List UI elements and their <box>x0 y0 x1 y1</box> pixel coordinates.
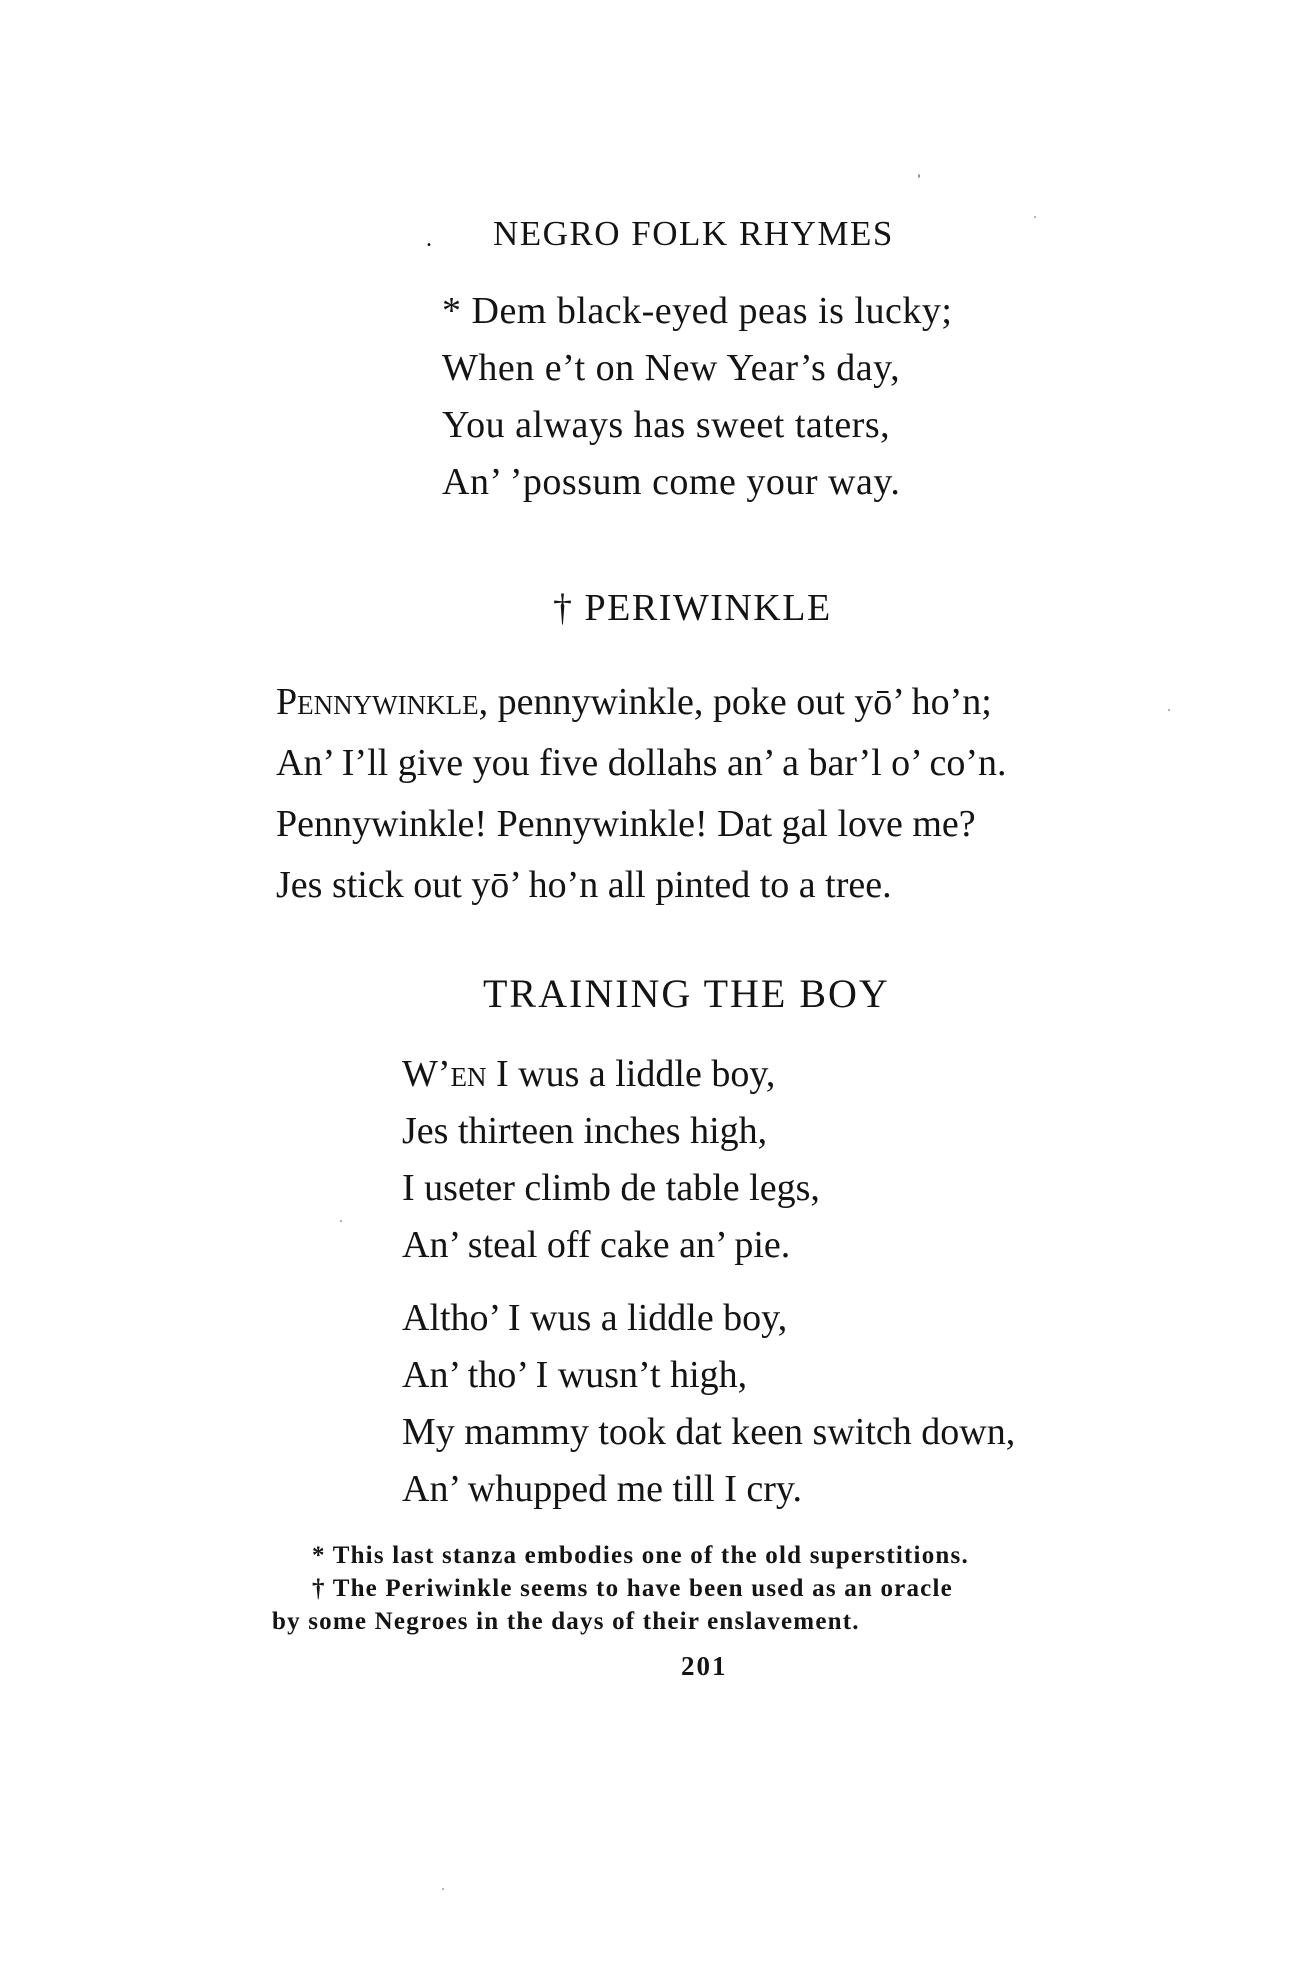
scan-speck <box>1168 709 1170 711</box>
poem-line: An’ I’ll give you five dollahs an’ a bar’l o’ co’n. <box>276 742 1007 784</box>
scan-speck <box>442 1888 444 1890</box>
poem-line: * Dem black-eyed peas is lucky; <box>442 290 953 332</box>
poem-title-training-the-boy: TRAINING THE BOY <box>483 971 890 1016</box>
poem-line: When e’t on New Year’s day, <box>442 347 901 389</box>
poem-line: An’ whupped me till I cry. <box>402 1468 802 1510</box>
poem-line: An’ steal off cake an’ pie. <box>402 1224 791 1266</box>
stray-mark: . <box>426 226 432 252</box>
poem-line: An’ tho’ I wusn’t high, <box>402 1354 748 1396</box>
poem-line: I useter climb de table legs, <box>402 1167 820 1209</box>
poem-line: You always has sweet taters, <box>442 404 891 446</box>
poem-line: An’ ’possum come your way. <box>442 461 901 503</box>
first-word-smallcaps: en <box>450 1053 487 1095</box>
poem-line: Altho’ I wus a liddle boy, <box>402 1297 788 1339</box>
page-number: 201 <box>681 1651 728 1681</box>
scan-speck <box>1034 216 1036 218</box>
stanza-blackeyed-peas <box>442 283 952 511</box>
first-word-smallcaps: Pennywinkle <box>276 681 479 723</box>
poem-line <box>402 1046 820 1103</box>
footnotes <box>272 1539 969 1638</box>
poem-title-periwinkle: † PERIWINKLE <box>553 587 832 629</box>
poem-line: Jes thirteen inches high, <box>402 1110 768 1152</box>
footnote-2-line-1: † The Periwinkle seems to have been used as an oracle <box>312 1575 953 1602</box>
scan-speck <box>340 1220 342 1222</box>
scan-speck <box>918 174 920 178</box>
poem-line: Pennywinkle! Pennywinkle! Dat gal love me? <box>276 803 976 845</box>
footnote-1: * This last stanza embodies one of the old superstitions. <box>312 1542 969 1569</box>
poem-line-rest: , pennywinkle, poke out yō’ ho’n; <box>478 681 992 723</box>
stanza-periwinkle <box>276 672 1007 916</box>
poem-line-rest: I wus a liddle boy, <box>486 1053 776 1095</box>
stanza-training-2 <box>402 1290 1015 1518</box>
poem-line <box>276 672 1007 733</box>
stanza-training-1 <box>402 1046 820 1274</box>
poem-line: Jes stick out yō’ ho’n all pinted to a tree. <box>276 864 892 906</box>
running-head: NEGRO FOLK RHYMES <box>493 214 894 253</box>
poem-line: My mammy took dat keen switch down, <box>402 1411 1016 1453</box>
footnote-2-line-2: by some Negroes in the days of their enslavement. <box>272 1608 860 1635</box>
first-word-cap: W’ <box>402 1053 451 1095</box>
